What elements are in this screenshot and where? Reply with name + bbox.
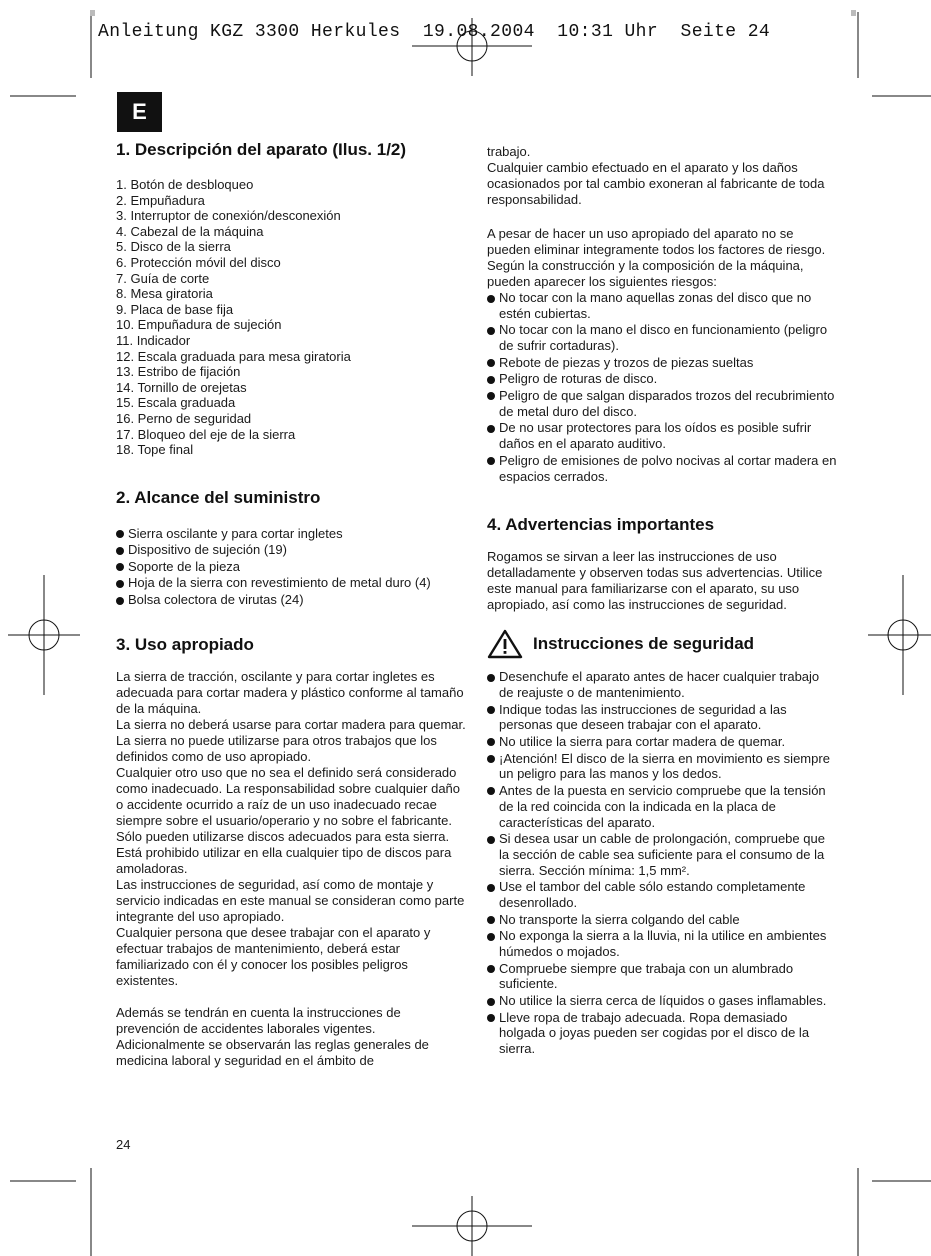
list-item: Antes de la puesta en servicio compruebe que la tensión de la red coincida con la indicada en la placa de características del aparato. (487, 783, 837, 830)
list-item: Soporte de la pieza (116, 559, 466, 575)
list-item: 10. Empuñadura de sujeción (116, 317, 282, 333)
list-item: 13. Estribo de fijación (116, 364, 241, 380)
list-item: 6. Protección móvil del disco (116, 254, 281, 270)
paragraph: Sólo pueden utilizarse discos adecuados para esta sierra. Está prohibido utilizar en ella cualquier tipo de discos para amoladoras. (116, 828, 452, 876)
list-item: Peligro de que salgan disparados trozos del recubrimiento de metal duro del disco. (487, 388, 837, 420)
paragraph: Cualquier persona que desee trabajar con el aparato y efectuar trabajos de mantenimiento, deberá estar familiarizado con él y conocer los posibles peligros existentes. (116, 924, 431, 988)
list-item: 15. Escala graduada (116, 395, 236, 411)
list-item: 16. Perno de seguridad (116, 410, 252, 426)
list-item: 4. Cabezal de la máquina (116, 223, 264, 239)
list-item: No utilice la sierra cerca de líquidos o gases inflamables. (487, 993, 837, 1009)
list-item: No exponga la sierra a la lluvia, ni la utilice en ambientes húmedos o mojados. (487, 928, 837, 960)
list-item: No transporte la sierra colgando del cable (487, 912, 837, 928)
list-item: 8. Mesa giratoria (116, 286, 213, 302)
paragraph: La sierra de tracción, oscilante y para cortar ingletes es adecuada para cortar madera y plástico conforme al tamaño de la máquina. (116, 668, 464, 716)
list-item: No tocar con la mano aquellas zonas del disco que no estén cubiertas. (487, 290, 837, 322)
warning-triangle-icon (487, 629, 523, 659)
section-1-title: 1. Descripción del aparato (Ilus. 1/2) (116, 140, 407, 159)
list-item: Desenchufe el aparato antes de hacer cualquier trabajo de reajuste o de mantenimiento. (487, 669, 837, 701)
list-item: No tocar con la mano el disco en funcionamiento (peligro de sufrir cortaduras). (487, 322, 837, 354)
list-item: No utilice la sierra para cortar madera de quemar. (487, 734, 837, 750)
list-item: Use el tambor del cable sólo estando completamente desenrollado. (487, 879, 837, 911)
paragraph: Cualquier cambio efectuado en el aparato y los daños ocasionados por tal cambio exoneran al fabricante de toda responsabilidad. (487, 160, 825, 207)
paragraph: A pesar de hacer un uso apropiado del aparato no se pueden eliminar integramente todos los factores de riesgo. Según la construcción y la composición de la máquina, pueden aparecer los siguientes riesgos: (487, 226, 826, 289)
print-header: Anleitung KGZ 3300 Herkules 19.08.2004 10:31 Uhr Seite 24 (98, 22, 771, 42)
list-item: Peligro de roturas de disco. (487, 371, 837, 387)
paragraph: La sierra no puede utilizarse para otros trabajos que los definidos como de uso apropiado. (116, 732, 437, 764)
list-item: 9. Placa de base fija (116, 301, 234, 317)
list-item: Indique todas las instrucciones de seguridad a las personas que deseen trabajar con el aparato. (487, 702, 837, 734)
safety-list (487, 669, 837, 1057)
list-item: Rebote de piezas y trozos de piezas sueltas (487, 355, 837, 371)
list-item: 7. Guía de corte (116, 270, 210, 286)
list-item: ¡Atención! El disco de la sierra en movimiento es siempre un peligro para las manos y los dedos. (487, 751, 837, 783)
list-item: 1. Botón de desbloqueo (116, 177, 254, 192)
language-badge: E (117, 92, 162, 132)
list-item: Dispositivo de sujeción (19) (116, 542, 466, 558)
paragraph: Las instrucciones de seguridad, así como de montaje y servicio indicadas en este manual se consideran como parte integrante del uso apropiado. (116, 876, 465, 924)
paragraph: trabajo. (487, 144, 531, 159)
list-item: Compruebe siempre que trabaja con un alumbrado suficiente. (487, 961, 837, 993)
paragraph: Cualquier otro uso que no sea el definido será considerado como inadecuado. La responsabilidad sobre cualquier daño o accidente ocurrido a raíz de un uso inadecuado recae siempre sobre el usuario/operario y no sobre el fabricante. (116, 764, 461, 828)
paragraph: Además se tendrán en cuenta la instrucciones de prevención de accidentes laborales vigentes. Adicionalmente se observarán las reglas generales de medicina laboral y seguridad en el ámbito de (116, 1004, 429, 1068)
safety-heading (487, 629, 837, 659)
list-item: 5. Disco de la sierra (116, 239, 231, 255)
section-4-title: 4. Advertencias importantes (487, 515, 715, 535)
section-3-title: 3. Uso apropiado (116, 634, 254, 654)
paragraph: Rogamos se sirvan a leer las instrucciones de uso detalladamente y observen todas sus advertencias. Utilice este manual para familiarizarse con el aparato, su uso apropiado, así como las instrucciones de seguridad. (487, 549, 823, 613)
list-item: Peligro de emisiones de polvo nocivas al cortar madera en espacios cerrados. (487, 453, 837, 485)
list-item: Si desea usar un cable de prolongación, compruebe que la sección de cable sea suficiente para el consumo de la sierra. Sección mínima: 1,5 mm². (487, 831, 837, 878)
list-item: Bolsa colectora de virutas (24) (116, 592, 466, 608)
list-item: Lleve ropa de trabajo adecuada. Ropa demasiado holgada o joyas pueden ser cogidas por el disco de la sierra. (487, 1010, 837, 1057)
list-item: Sierra oscilante y para cortar ingletes (116, 526, 466, 542)
section-2-title: 2. Alcance del suministro (116, 487, 321, 507)
risks-list (487, 290, 837, 484)
supply-list (116, 526, 466, 608)
list-item: 17. Bloqueo del eje de la sierra (116, 426, 296, 442)
page-number: 24 (116, 1137, 131, 1152)
safety-title: Instrucciones de seguridad (533, 634, 755, 654)
list-item: 11. Indicador (116, 332, 191, 348)
paragraph: La sierra no deberá usarse para cortar madera para quemar. (116, 716, 466, 732)
list-item: Hoja de la sierra con revestimiento de metal duro (4) (116, 575, 466, 591)
list-item: 2. Empuñadura (116, 192, 205, 208)
parts-list (116, 177, 466, 458)
list-item: 3. Interruptor de conexión/desconexión (116, 208, 341, 224)
left-column (116, 140, 466, 1069)
right-column (487, 144, 837, 1058)
list-item: 12. Escala graduada para mesa giratoria (116, 348, 351, 364)
list-item: 14. Tornillo de orejetas (116, 379, 247, 395)
list-item: 18. Tope final (116, 442, 194, 458)
list-item: De no usar protectores para los oídos es posible sufrir daños en el aparato auditivo. (487, 420, 837, 452)
